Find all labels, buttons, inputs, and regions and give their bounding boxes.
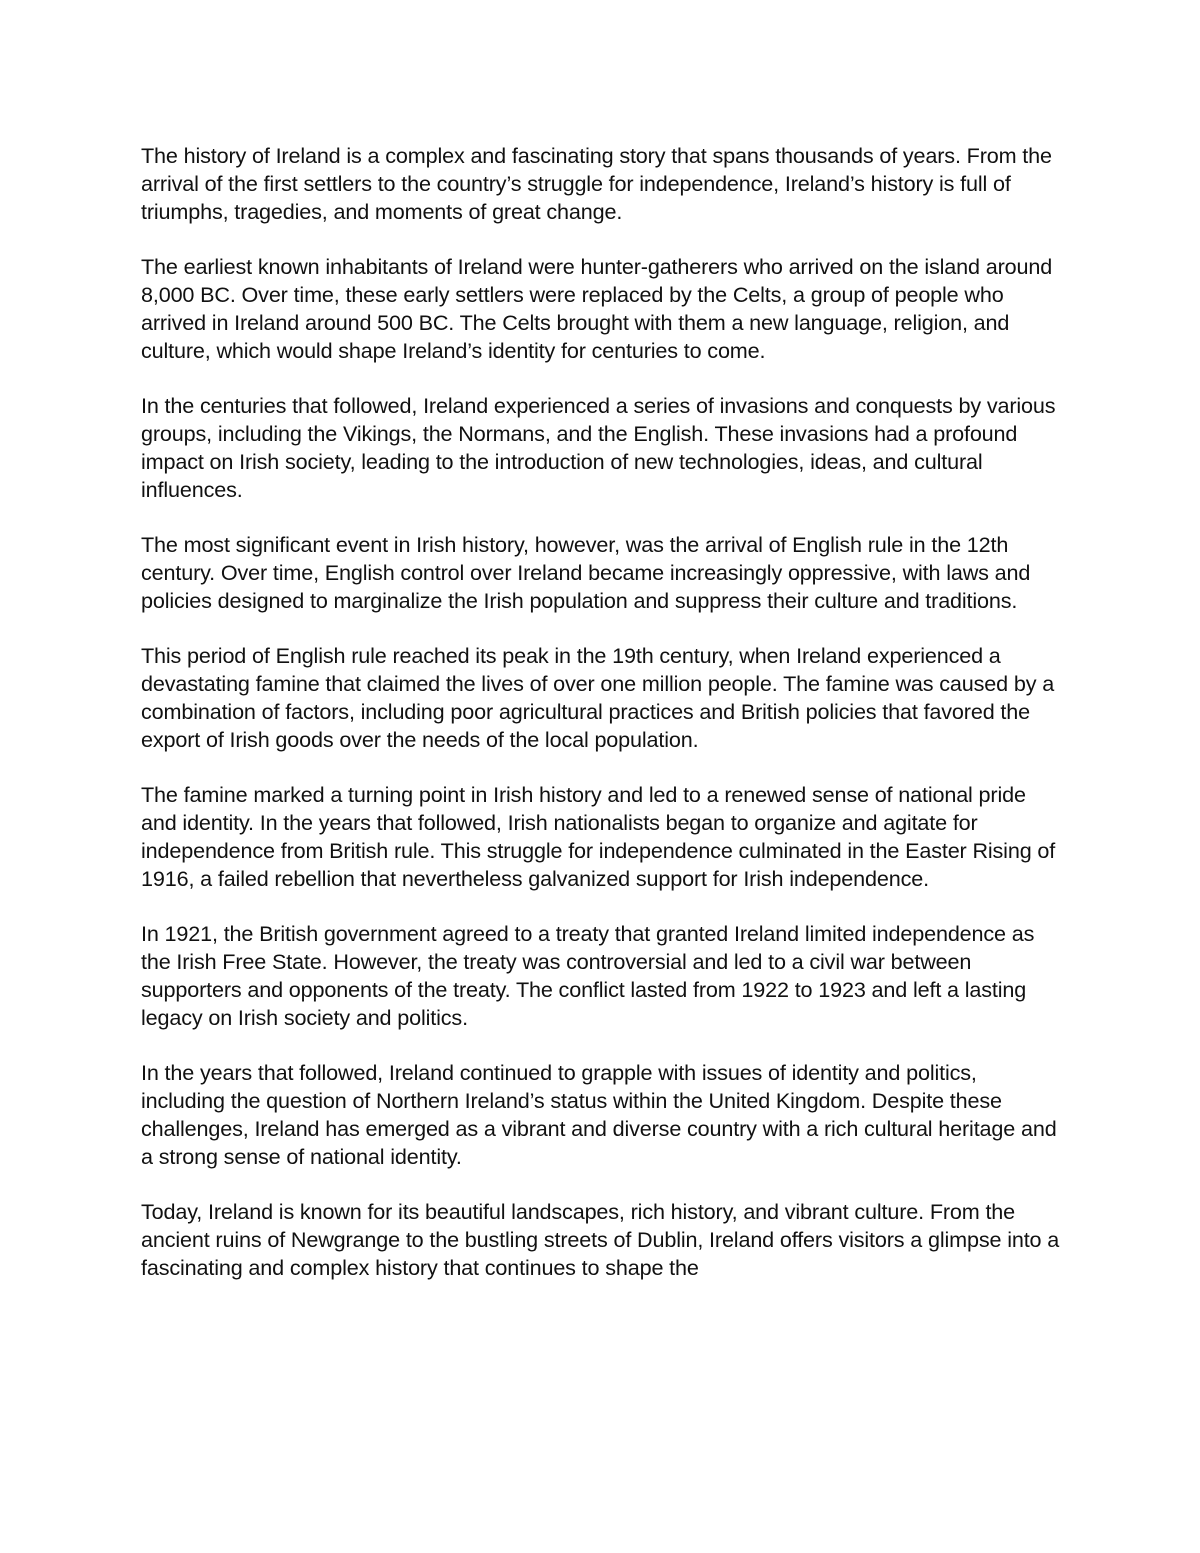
paragraph-english-rule: The most significant event in Irish history, however, was the arrival of English rule in the 12th century. Over time, English control over Ireland became increasingly oppressive, with laws and policies designed to marginalize the Irish population and suppress their culture and traditions. bbox=[141, 532, 1031, 613]
paragraph-free-state: In 1921, the British government agreed to a treaty that granted Ireland limited independence as the Irish Free State. However, the treaty was controversial and led to a civil war between supporters and opponents of the treaty. The conflict lasted from 1922 to 1923 and left a lasting legacy on Irish society and politics. bbox=[141, 921, 1035, 1030]
paragraph-early-inhabitants: The earliest known inhabitants of Ireland were hunter-gatherers who arrived on the island around 8,000 BC. Over time, these early settlers were replaced by the Celts, a group of people who arrived in Ireland around 500 BC. The Celts brought with them a new language, religion, and culture, which would shape Ireland’s identity for centuries to come. bbox=[141, 254, 1053, 363]
paragraph-invasions: In the centuries that followed, Ireland experienced a series of invasions and conquests by various groups, including the Vikings, the Normans, and the English. These invasions had a profound impact on Irish society, leading to the introduction of new technologies, ideas, and cultural influences. bbox=[141, 393, 1056, 502]
paragraph-identity: In the years that followed, Ireland continued to grapple with issues of identity and politics, including the question of Northern Ireland’s status within the United Kingdom. Despite these challenges, Ireland has emerged as a vibrant and diverse country with a rich cultural heritage and a strong sense of national identity. bbox=[141, 1060, 1057, 1169]
paragraph-intro: The history of Ireland is a complex and fascinating story that spans thousands of years. From the arrival of the first settlers to the country’s struggle for independence, Ireland’s history is full of triumphs, tragedies, and moments of great change. bbox=[141, 143, 1052, 224]
paragraph-nationalism: The famine marked a turning point in Irish history and led to a renewed sense of national pride and identity. In the years that followed, Irish nationalists began to organize and agitate for independence from British rule. This struggle for independence culminated in the Easter Rising of 1916, a failed rebellion that nevertheless galvanized support for Irish independence. bbox=[141, 782, 1056, 891]
document-body bbox=[141, 142, 1061, 1282]
paragraph-today: Today, Ireland is known for its beautiful landscapes, rich history, and vibrant culture. From the ancient ruins of Newgrange to the bustling streets of Dublin, Ireland offers visitors a glimpse into a fascinating and complex history that continues to shape the bbox=[141, 1199, 1060, 1280]
paragraph-famine: This period of English rule reached its peak in the 19th century, when Ireland experienced a devastating famine that claimed the lives of over one million people. The famine was caused by a combination of factors, including poor agricultural practices and British policies that favored the export of Irish goods over the needs of the local population. bbox=[141, 643, 1055, 752]
